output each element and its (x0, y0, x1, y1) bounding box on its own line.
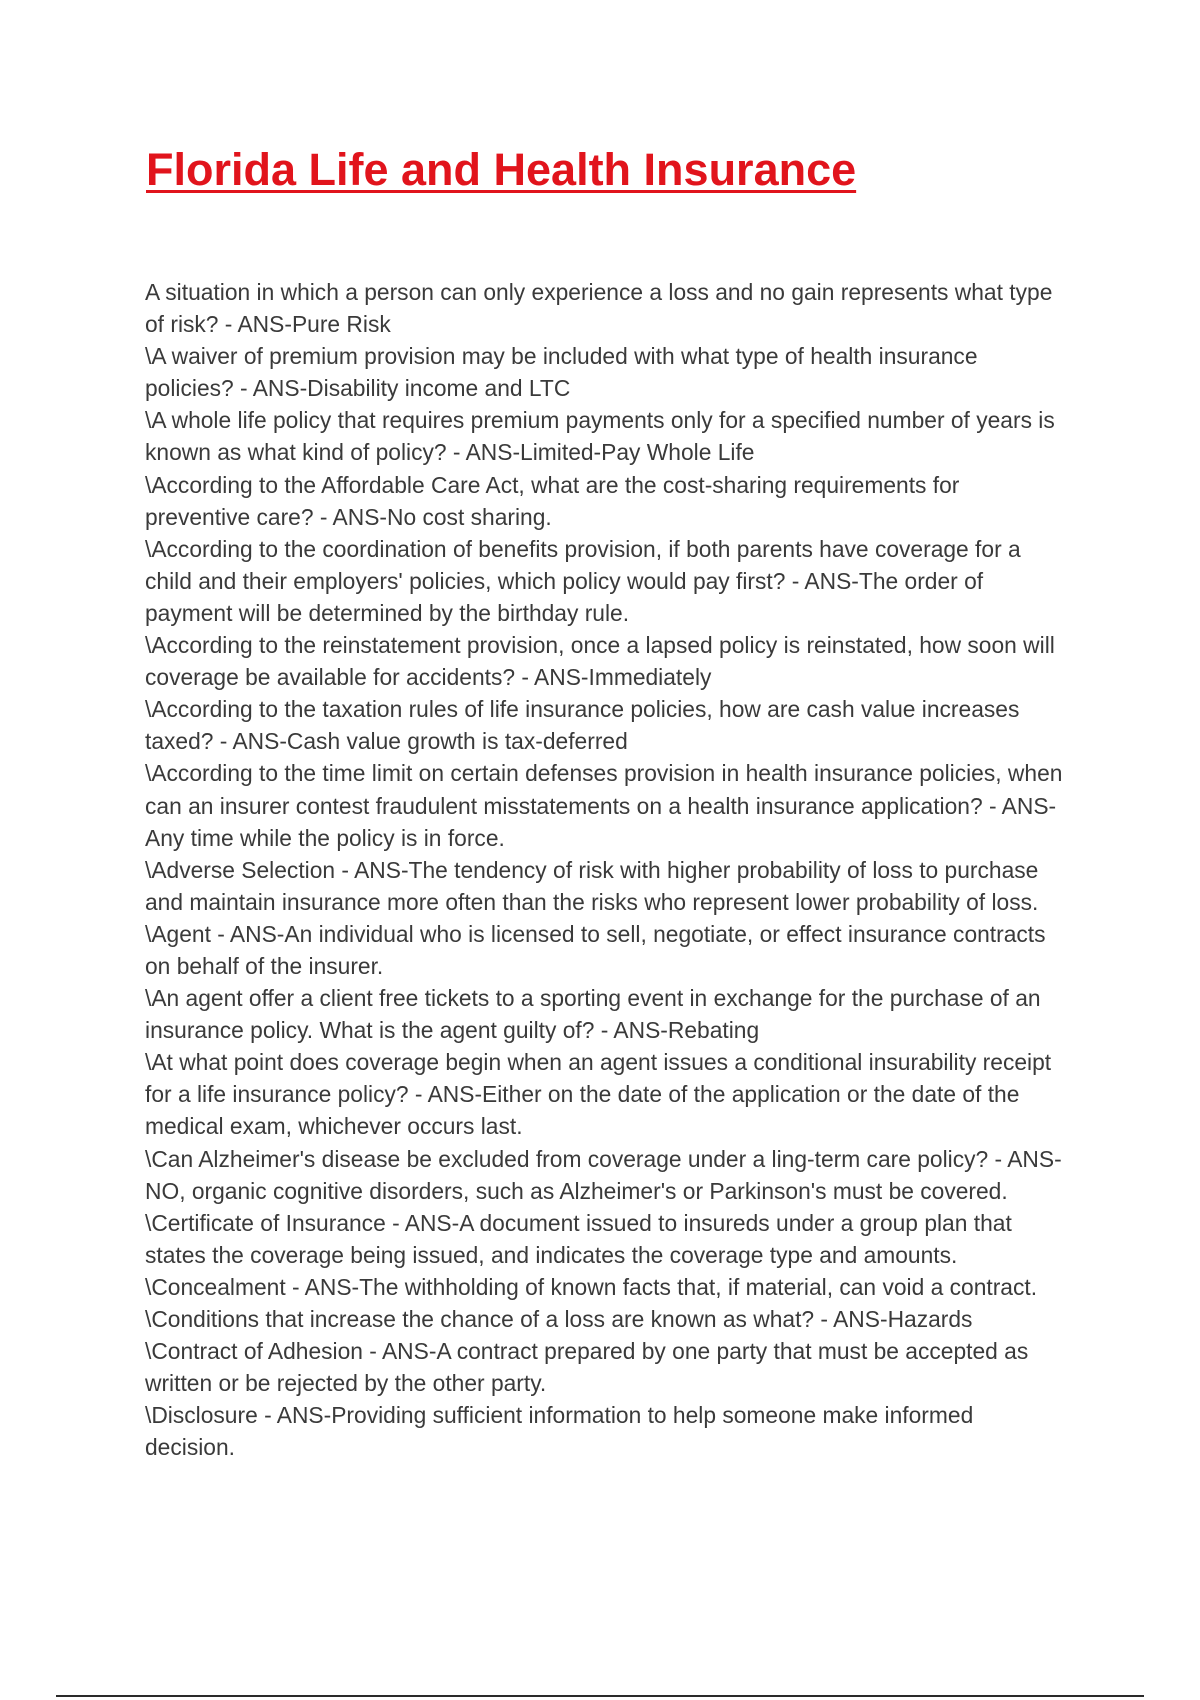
qa-entry: \A whole life policy that requires premium payments only for a specified number of years is known as what kind of policy? - ANS-Limited-Pay Whole Life (145, 407, 1055, 466)
qa-entry: \According to the taxation rules of life insurance policies, how are cash value increases taxed? - ANS-Cash value growth is tax-deferred (145, 696, 1020, 755)
qa-entry: \According to the reinstatement provision, once a lapsed policy is reinstated, how soon will coverage be available for accidents? - ANS-Immediately (145, 632, 1055, 691)
qa-entry: \Contract of Adhesion - ANS-A contract prepared by one party that must be accepted as written or be rejected by the other party. (145, 1338, 1029, 1397)
qa-entry: \Conditions that increase the chance of a loss are known as what? - ANS-Hazards (145, 1306, 973, 1332)
qa-entry: \Disclosure - ANS-Providing sufficient information to help someone make informed decision. (145, 1402, 974, 1461)
qa-entry: \According to the Affordable Care Act, what are the cost-sharing requirements for preventive care? - ANS-No cost sharing. (145, 471, 960, 530)
page-title: Florida Life and Health Insurance (146, 144, 857, 195)
qa-entry: \According to the coordination of benefits provision, if both parents have coverage for a child and their employers' policies, which policy would pay first? - ANS-The order of payment will be determined by the birthday rule. (145, 535, 1021, 626)
qa-entry: \A waiver of premium provision may be included with what type of health insurance policies? - ANS-Disability income and LTC (145, 343, 978, 402)
qa-entry: \According to the time limit on certain defenses provision in health insurance policies, when can an insurer contest fraudulent misstatements on a health insurance application? - ANS-Any time while the policy is in force. (145, 760, 1063, 851)
qa-entry: \Certificate of Insurance - ANS-A document issued to insureds under a group plan that states the coverage being issued, and indicates the coverage type and amounts. (145, 1209, 1012, 1268)
qa-entry: \Can Alzheimer's disease be excluded from coverage under a ling-term care policy? - ANS-NO, organic cognitive disorders, such as Alzheimer's or Parkinson's must be covered. (145, 1145, 1062, 1204)
qa-entry: \Concealment - ANS-The withholding of known facts that, if material, can void a contract. (145, 1273, 1038, 1300)
qa-entry: A situation in which a person can only experience a loss and no gain represents what type of risk? - ANS-Pure Risk (145, 279, 1053, 338)
qa-entry: \Agent - ANS-An individual who is licensed to sell, negotiate, or effect insurance contracts on behalf of the insurer. (145, 920, 1046, 979)
qa-list (145, 276, 1065, 1463)
qa-entry: \At what point does coverage begin when an agent issues a conditional insurability receipt for a life insurance policy? - ANS-Either on the date of the application or the date of the medical exam, whichever occurs last. (145, 1049, 1052, 1140)
qa-entry: \Adverse Selection - ANS-The tendency of risk with higher probability of loss to purchase and maintain insurance more often than the risks who represent lower probability of loss. (145, 856, 1039, 915)
qa-entry: \An agent offer a client free tickets to a sporting event in exchange for the purchase of an insurance policy. What is the agent guilty of? - ANS-Rebating (145, 985, 1041, 1044)
footer-divider (56, 1695, 1144, 1697)
